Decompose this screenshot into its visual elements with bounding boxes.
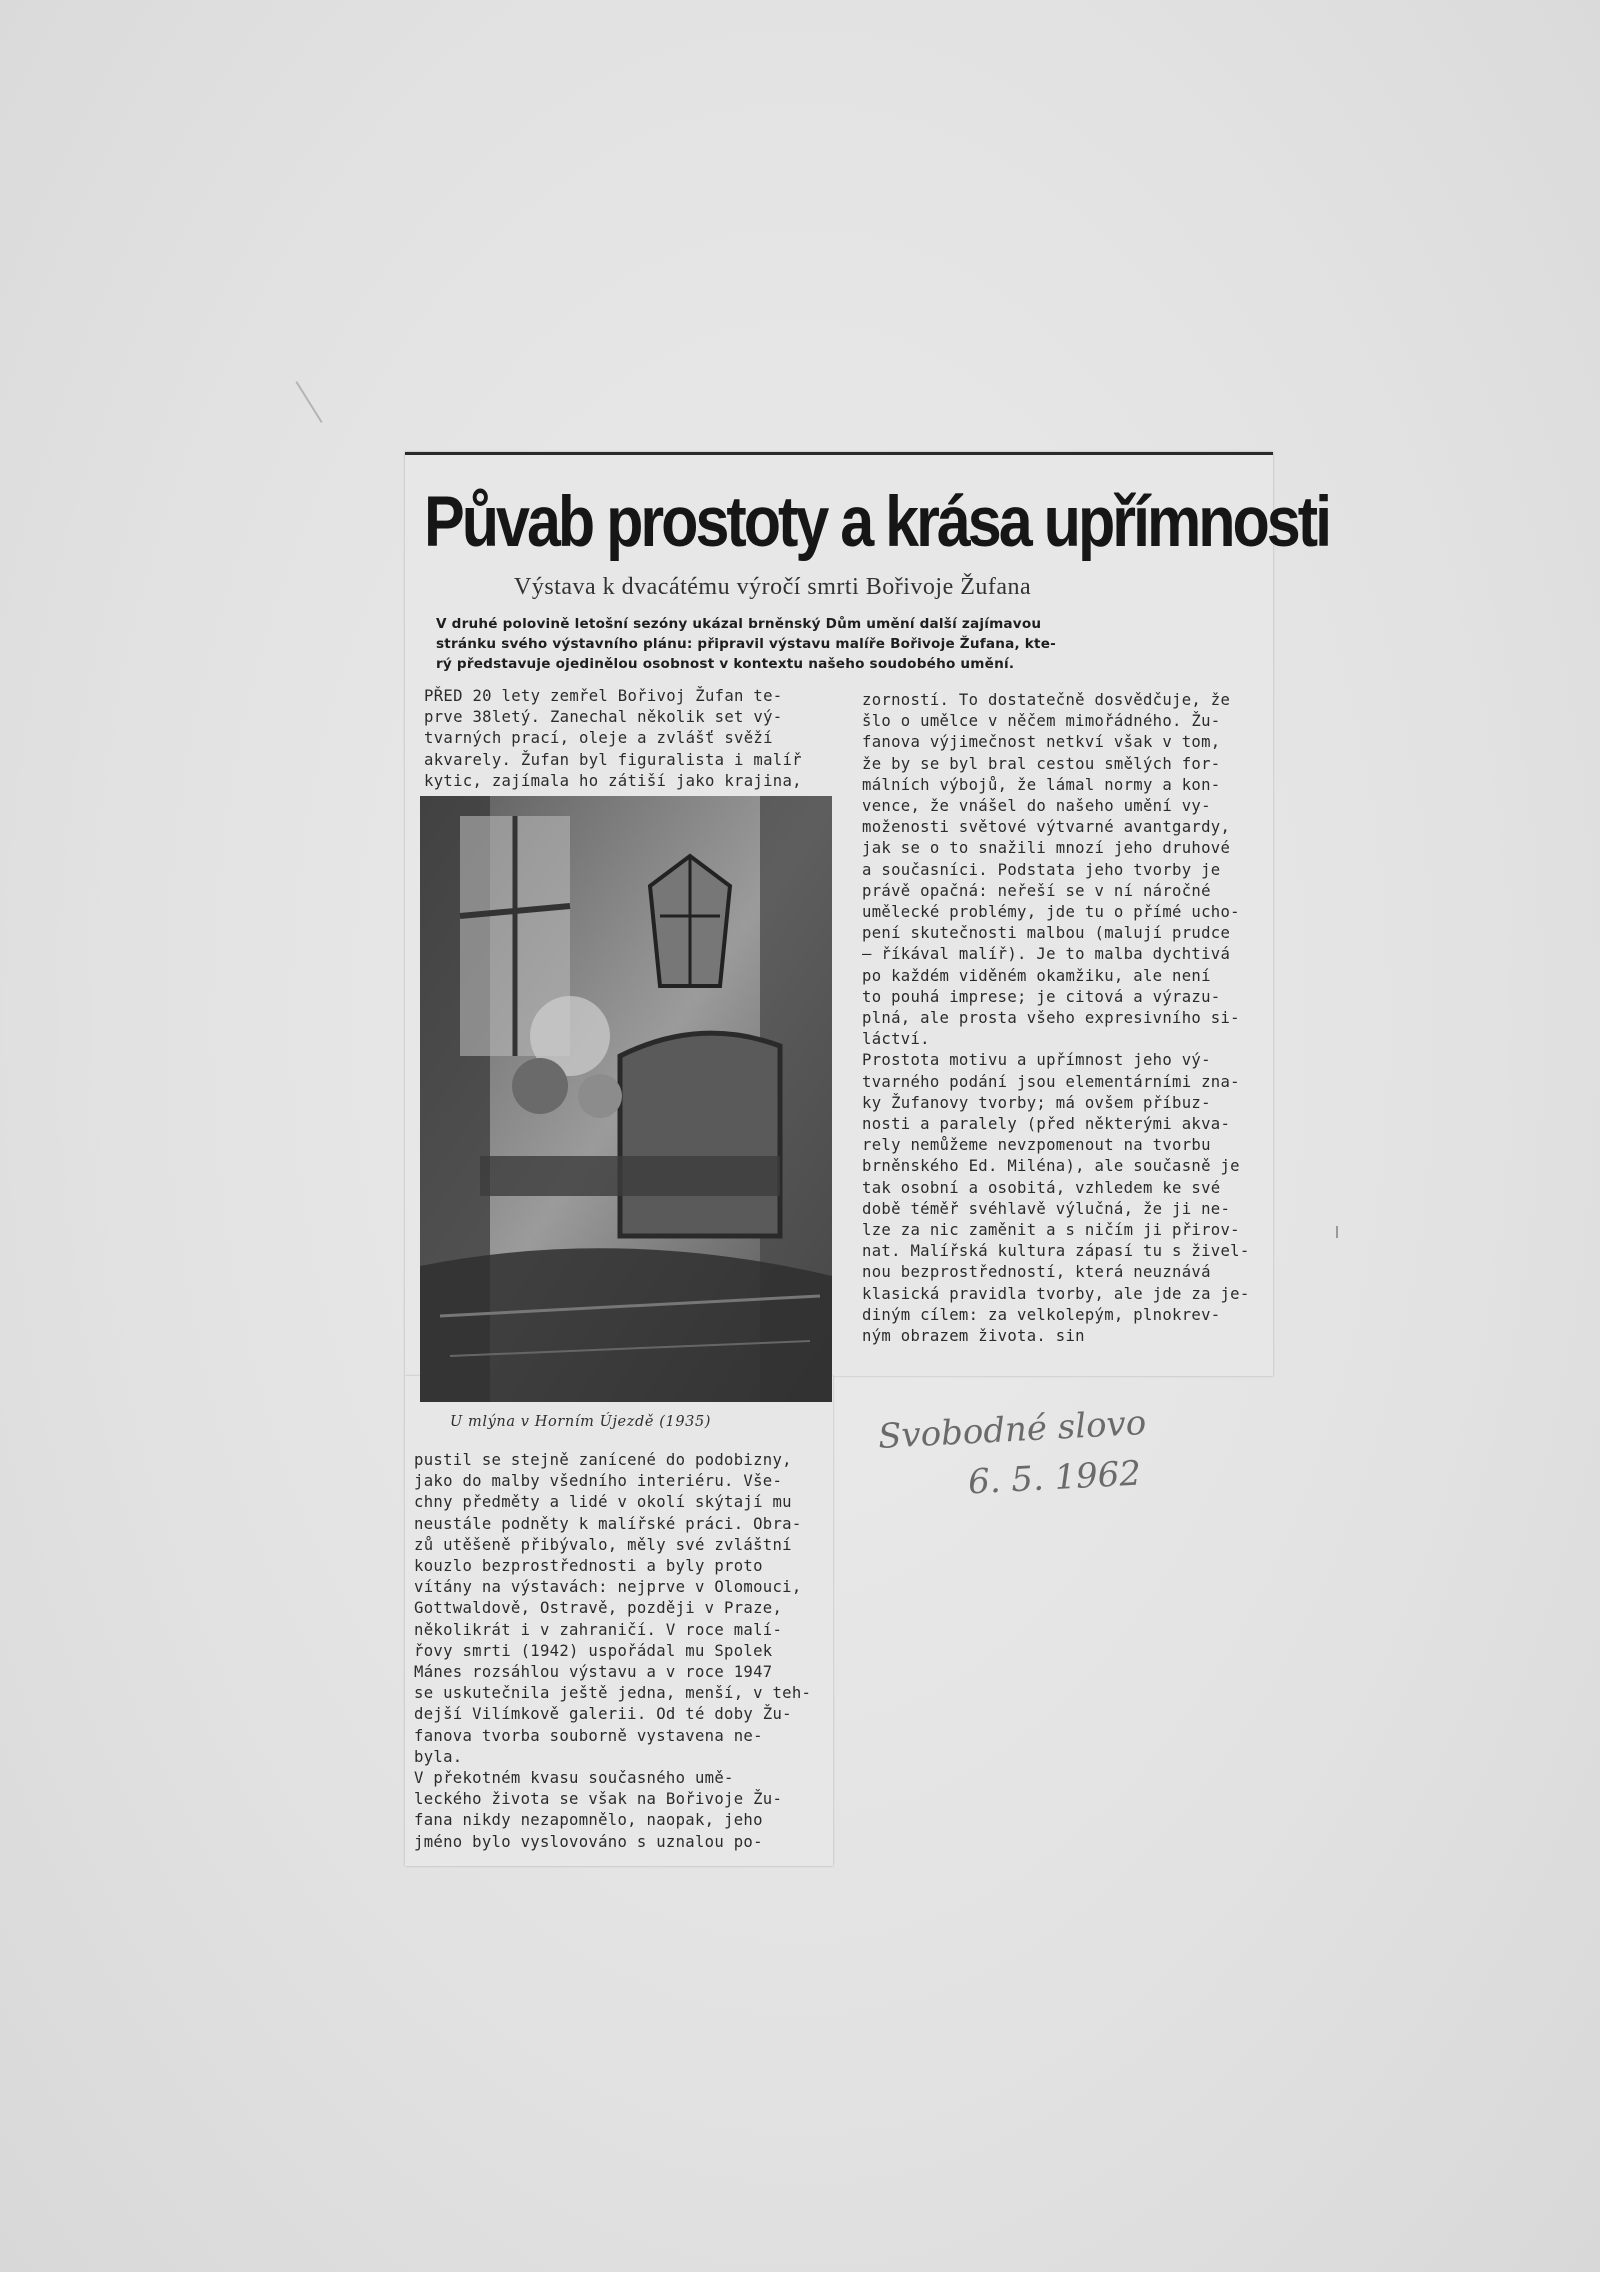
handwritten-date: 6. 5. 1962 [967, 1453, 1142, 1503]
margin-mark [1336, 1226, 1338, 1238]
article-column-left-top: PŘED 20 lety zemřel Bořivoj Žufan te- prve 38letý. Zanechal několik set vý- tvarných prací, oleje a zvlášť svěží akvarely. Žufan byl figuralista i malíř kytic, zajímala ho zátiší jako krajina, [424, 687, 802, 790]
handwritten-source: Svobodné slovo [877, 1403, 1148, 1457]
article-subtitle: Výstava k dvacátému výročí smrti Bořivoje Žufana [514, 574, 1032, 600]
article-lead: V druhé polovině letošní sezóny ukázal brněnský Dům umění další zajímavou stránku svého výstavního plánu: připravil výstavu malíře Bořivoje Žufana, kte- rý představuje ojedinělou osobnost v kontextu našeho soudobého umění. [436, 616, 1056, 672]
article-column-bottom: pustil se stejně zanícené do podobizny, jako do malby všedního interiéru. Vše- chny předměty a lidé v okolí skýtají mu neustále podněty k malířské práci. Obra- zů utěšeně přibývalo, měly své zvláštní kouzlo bezprostřednosti a byly proto vítány na výstavách: nejprve v Olomouci, Gottwaldově, Ostravě, později v Praze, několikrát i v zahraničí. V roce malí- řovy smrti (1942) uspořádal mu Spolek Mánes rozsáhlou výstavu a v roce 1947 se uskutečnila ještě jedna, menší, v teh- dejší Vilímkově galerii. Od té doby Žu- fanova tvorba souborně vystavena ne- byla. V překotném kvasu současného umě- leckého života se však na Bořivoje Žu- fana nikdy nezapomnělo, naopak, jeho jméno bylo vyslovováno s uznalou po- [414, 1451, 812, 1851]
article-headline: Půvab prostoty a krása upřímnosti [424, 483, 1330, 562]
painting-photo [420, 796, 832, 1402]
article-column-right: zorností. To dostatečně dosvědčuje, že šlo o umělce v něčem mimořádného. Žu- fanova výjimečnost netkví však v tom, že by se byl bral cestou smělých for- málních výbojů, že lámal normy a kon- vence, že vnášel do našeho umění vy- moženosti světové výtvarné avantgardy, jak se o to snažili mnozí jeho druhové a současníci. Podstata jeho tvorby je právě opačná: neřeší se v ní náročné umělecké problémy, jde tu o přímé ucho- pení skutečnosti malbou (malují prudce — říkával malíř). Je to malba dychtivá po každém viděném okamžiku, ale není to pouhá imprese; je citová a výrazu- plná, ale prosta všeho expresivního si- láctví. Prostota motivu a upřímnost jeho vý- tvarného podání jsou elementárními zna- ky Žufanovy tvorby; má ovšem příbuz- nosti a paralely (před některými akva- rely nemůžeme nevzpomenout na tvorbu brněnského Ed. Miléna), ale současně je tak osobní a osobitá, vzhledem ke své době téměř svéhlavě výlučná, že ji ne- lze za nic zaměnit a s ničím ji přirov- nat. Malířská kultura zápasí tu s živel- nou bezprostředností, která neuznává klasická pravidla tvorby, ale jde za je- diným cílem: za velkolepým, plnokrev- ným obrazem života. sin [862, 691, 1250, 1346]
top-rule [405, 452, 1273, 455]
photo-caption: U mlýna v Horním Újezdě (1935) [450, 1414, 712, 1430]
painting-image [420, 796, 832, 1402]
